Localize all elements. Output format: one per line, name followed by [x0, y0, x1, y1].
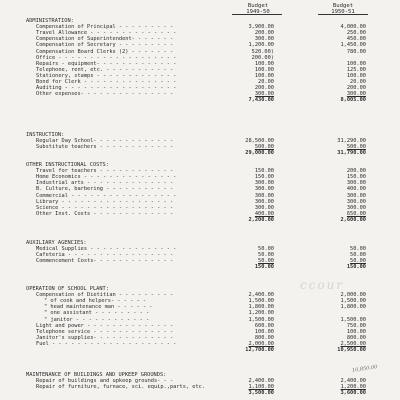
line-item-label: " head maintenance man - - - - - -: [44, 304, 153, 311]
budget-1950-51-value: 100.00: [346, 72, 366, 79]
budget-1949-50-value: 300.00: [254, 91, 274, 98]
budget-1949-50-value: 100.00: [254, 60, 274, 67]
budget-1949-50-value: 150.00: [254, 174, 274, 181]
budget-header-label: Budget: [247, 3, 269, 9]
budget-1949-50-value: 2,400.00: [248, 292, 274, 299]
budget-1949-50-value: 1,200.00: [248, 310, 274, 317]
budget-1949-50-value: 1,500.00: [248, 298, 274, 305]
total-1950-51-value: 150.00: [346, 264, 366, 271]
budget-1949-50-value: 100.00: [254, 328, 274, 335]
section-title: INSTRUCTION:: [26, 132, 65, 138]
budget-header-year: 1949-50: [246, 9, 270, 15]
budget-1949-50-value: 1,200.00: [248, 42, 274, 49]
line-item-label: Regular Day School- - - - - - - - - - - - -: [36, 138, 174, 145]
budget-1949-50-value: 300.00: [254, 180, 274, 187]
budget-1949-50-value: 300.00: [254, 204, 274, 211]
budget-1949-50-value: 50.00: [258, 252, 274, 259]
line-item-label: Telephone service - - - - - - - - - - - - -: [36, 328, 174, 335]
budget-1950-51-value: 300.00: [346, 198, 366, 205]
budget-1949-50-value: 300.00: [254, 192, 274, 199]
budget-1950-51-value: 800.00: [346, 334, 366, 341]
line-item-label: Travel Allowance - - - - - - - - - - - - - -: [36, 30, 177, 37]
line-item-label: Industrial arts - - - - - - - - - - - - - -: [36, 180, 174, 187]
budget-1950-51-value: 150.00: [346, 174, 366, 181]
line-item-label: Cafeteria - - - - - - - - - - - - - - - - -: [36, 252, 174, 259]
line-item-label: Compensation of Secretary - - - - - - - - -: [36, 42, 174, 49]
line-item-label: Compensation Board Clerks (2) - - - - - - -: [36, 48, 174, 55]
line-item-label: Commencement Costs- - - - - - - - - - - - -: [36, 258, 174, 265]
section-total-row: [26, 217, 378, 223]
budget-1949-50-value: 800.00: [254, 334, 274, 341]
budget-1949-50-value: 600.00: [254, 322, 274, 329]
budget-1949-50-value: 400.00: [254, 210, 274, 217]
header-underline: [232, 14, 282, 15]
budget-section: [26, 162, 378, 223]
budget-1949-50-value: 2,400.00: [248, 378, 274, 385]
section-total-row: [26, 150, 378, 156]
budget-1950-51-value: 500.00: [346, 144, 366, 151]
budget-1950-51-value: 300.00: [346, 180, 366, 187]
handwritten-margin-note: 10,850.00: [351, 364, 378, 374]
budget-1949-50-value: 1,800.00: [248, 304, 274, 311]
budget-1950-51-value: 750.00: [346, 322, 366, 329]
budget-1950-51-value: 2,400.00: [340, 378, 366, 385]
line-item-label: Compensation of Dietitian - - - - - - - - -: [36, 292, 174, 299]
budget-header-year: 1950-51: [331, 9, 355, 15]
faint-watermark-script: ccour: [300, 278, 345, 292]
line-item-label: Other expenses- - - - - - - - - - - - - - -: [36, 91, 174, 98]
section-total-row: [26, 390, 378, 396]
budget-1950-51-value: 300.00: [346, 91, 366, 98]
budget-1949-50-value: 520.00): [251, 48, 274, 55]
budget-1950-51-value: 300.00: [346, 192, 366, 199]
budget-1950-51-value: 50.00: [350, 258, 366, 265]
budget-1950-51-value: 200.00: [346, 168, 366, 175]
line-item-label: Repairs - equipment- - - - - - - - - - - - -: [36, 60, 177, 67]
budget-section: [26, 132, 378, 156]
budget-1950-51-value: 450.00: [346, 36, 366, 43]
line-item-label: Home Economics - - - - - - - - - - - - - - -: [36, 174, 177, 181]
section-total-row: [26, 347, 378, 353]
line-item-label: B. Culture, barbering - - - - - - - - - - -: [36, 186, 174, 193]
total-1950-51-value: 8,005.00: [340, 97, 366, 104]
line-item-label: Repair of buildings and upkeep grounds- - -: [36, 378, 174, 385]
budget-1950-51-value: 125.00: [346, 66, 366, 73]
budget-1950-51-value: 4,000.00: [340, 24, 366, 31]
line-item-label: Compensation of Principal - - - - - - - - -: [36, 24, 174, 31]
budget-1949-50-value: 300.00: [254, 198, 274, 205]
total-1949-50-value: 29,000.00: [245, 150, 274, 157]
budget-section: [26, 286, 378, 353]
line-item-label: Library - - - - - - - - - - - - - - - - - -: [36, 198, 174, 205]
total-1950-51-value: 10,950.00: [337, 347, 366, 354]
budget-1950-51-value: 50.00: [350, 252, 366, 259]
budget-1949-50-value: 200.00: [254, 85, 274, 92]
line-item-label: Office - - - - - - - - - - - - - - - - - - -: [36, 54, 177, 61]
line-item-label: Stationery, stamps - - - - - - - - - - - - -: [36, 72, 177, 79]
budget-1949-50-value: 500.00: [254, 144, 274, 151]
budget-1950-51-value: 100.00: [346, 60, 366, 67]
budget-1950-51-value: 300.00: [346, 204, 366, 211]
line-item-label: Substitute teachers - - - - - - - - - - - -: [36, 144, 174, 151]
budget-1950-51-value: 2,000.00: [340, 292, 366, 299]
total-1950-51-value: 31,790.00: [337, 150, 366, 157]
line-item-label: Commercial - - - - - - - - - - - - - - - - -: [36, 192, 177, 199]
budget-1949-50-value: 1,500.00: [248, 316, 274, 323]
budget-1950-51-value: 1,500.00: [340, 298, 366, 305]
budget-1950-51-value: 1,200.00: [340, 384, 366, 391]
budget-1950-51-value: 1,500.00: [340, 316, 366, 323]
line-item-label: Compensation of Superintendent- - - - - - -: [36, 36, 174, 43]
total-1949-50-value: 2,200.00: [248, 216, 274, 223]
line-item-label: Travel for teachers - - - - - - - - - - - -: [36, 168, 174, 175]
budget-1949-50-value: 1,100.00: [248, 384, 274, 391]
budget-1950-51-value: 400.00: [346, 186, 366, 193]
section-title: OTHER INSTRUCTIONAL COSTS:: [26, 162, 109, 168]
total-1949-50-value: 3,500.00: [248, 390, 274, 397]
budget-header-label: Budget: [332, 3, 354, 9]
budget-1949-50-value: 150.00: [254, 168, 274, 175]
line-item-label: Fuel - - - - - - - - - - - - - - - - - - - -: [36, 340, 177, 347]
budget-1949-50-value: 200.00): [251, 54, 274, 61]
budget-1949-50-value: 28,500.00: [245, 138, 274, 145]
budget-1950-51-value: 2,500.00: [340, 340, 366, 347]
budget-section: [26, 18, 378, 103]
line-item-label: Repair of furniture, furnace, sci. equip.,parts, etc.: [36, 384, 206, 391]
budget-1949-50-value: 300.00: [254, 36, 274, 43]
budget-1950-51-value: 50.00: [350, 246, 366, 253]
budget-1949-50-value: 20.00: [258, 79, 274, 86]
section-title: AUXILIARY AGENCIES:: [26, 240, 87, 246]
budget-1950-51-value: 20.00: [350, 79, 366, 86]
line-item-label: " janitor - - - - - - - - - - - -: [44, 316, 150, 323]
budget-1950-51-value: 100.00: [346, 328, 366, 335]
budget-1950-51-value: 650.00: [346, 210, 366, 217]
line-item-label: Janitor's supplies- - - - - - - - - - - - -: [36, 334, 174, 341]
budget-1949-50-value: 100.00: [254, 66, 274, 73]
budget-section: [26, 240, 378, 271]
budget-1949-50-value: 300.00: [254, 186, 274, 193]
total-1949-50-value: 12,700.00: [245, 347, 274, 354]
budget-1949-50-value: 2,000.00: [248, 340, 274, 347]
budget-1949-50-value: 50.00: [258, 246, 274, 253]
budget-1950-51-value: 1,800.00: [340, 304, 366, 311]
section-total-row: [26, 264, 378, 270]
header-underline: [318, 14, 368, 15]
budget-1950-51-value: 31,290.00: [337, 138, 366, 145]
line-item-label: " of cook and helpers- - - - - -: [44, 298, 147, 305]
line-item-label: Light and power - - - - - - - - - - - - - -: [36, 322, 174, 329]
section-title: ADMINISTRATION:: [26, 18, 74, 24]
budget-1950-51-value: 200.00: [346, 85, 366, 92]
section-title: OPERATION OF SCHOOL PLANT:: [26, 286, 109, 292]
budget-1949-50-value: 100.00: [254, 72, 274, 79]
line-item-label: Other Inst. Costs - - - - - - - - - - - - -: [36, 210, 174, 217]
section-title: MAINTENANCE OF BUILDINGS AND UPKEEP GROUNDS:: [26, 372, 167, 378]
section-total-row: [26, 97, 378, 103]
budget-1949-50-value: 50.00: [258, 258, 274, 265]
budget-section: [26, 372, 378, 396]
total-1950-51-value: 2,600.00: [340, 216, 366, 223]
line-item-label: Science - - - - - - - - - - - - - - - - - -: [36, 204, 174, 211]
total-1949-50-value: 150.00: [254, 264, 274, 271]
line-item-label: " one assistant - - - - - - - - -: [44, 310, 150, 317]
line-item-label: Bond for Clerk - - - - - - - - - - - - - - -: [36, 79, 177, 86]
budget-1949-50-value: 3,900.00: [248, 24, 274, 31]
line-item-label: Auditing - - - - - - - - - - - - - - - - - -: [36, 85, 177, 92]
line-item-label: Medical Supplies - - - - - - - - - - - - - -: [36, 246, 177, 253]
budget-1950-51-value: 250.00: [346, 30, 366, 37]
total-1949-50-value: 7,430.00: [248, 97, 274, 104]
budget-1949-50-value: 200.00: [254, 30, 274, 37]
budget-1950-51-value: 1,450.00: [340, 42, 366, 49]
budget-1950-51-value: 780.00: [346, 48, 366, 55]
line-item-label: Telephone, rent, etc. - - - - - - - - - - -: [36, 66, 174, 73]
total-1950-51-value: 3,600.00: [340, 390, 366, 397]
